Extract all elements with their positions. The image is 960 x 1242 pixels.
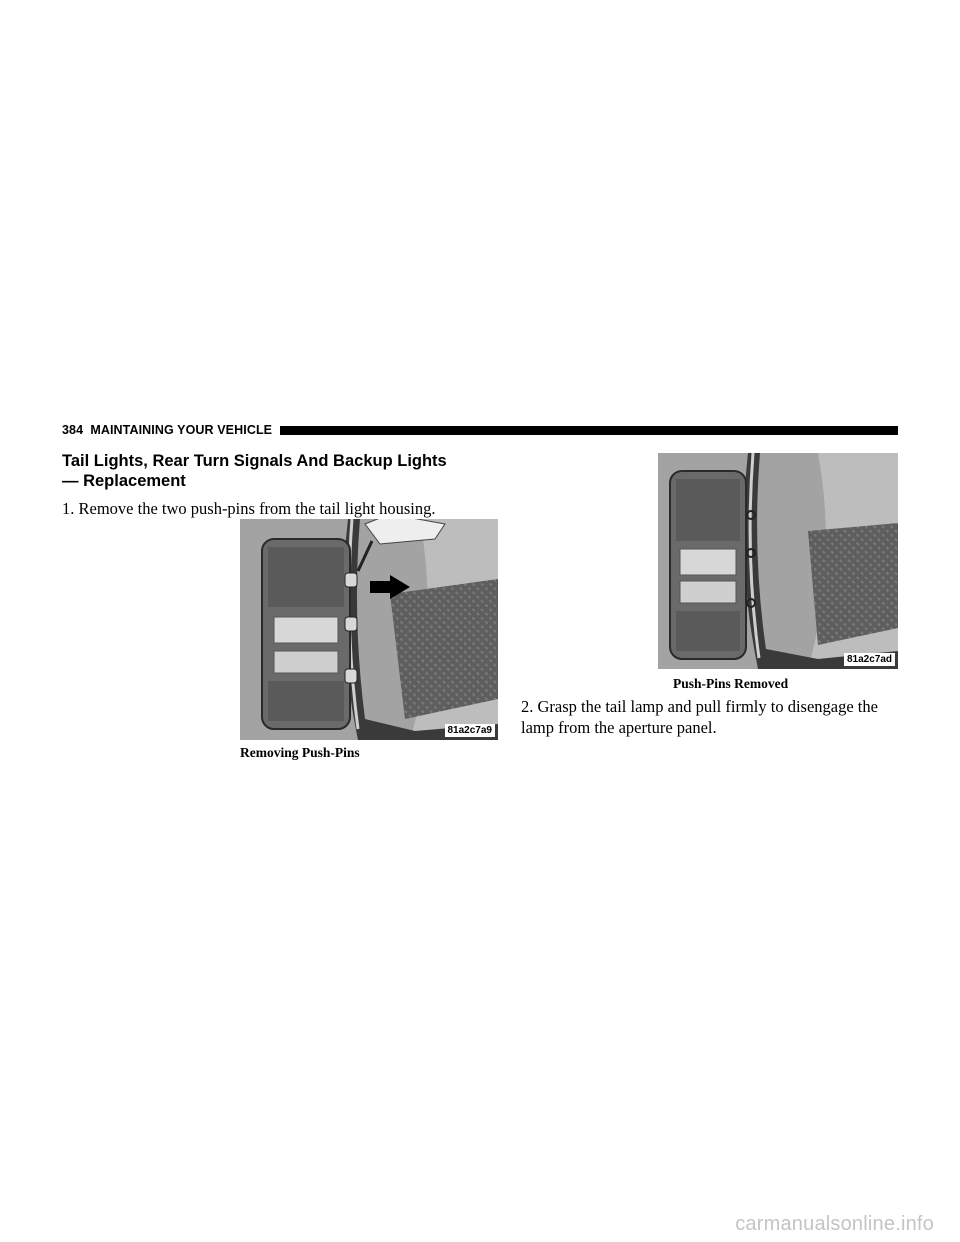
tail-light-illustration-1 xyxy=(240,519,498,740)
figure-code-1: 81a2c7a9 xyxy=(445,724,496,737)
step-2-text: 2. Grasp the tail lamp and pull firmly to disengage the lamp from the aperture panel. xyxy=(521,697,878,737)
section-title xyxy=(62,451,502,491)
watermark: carmanualsonline.info xyxy=(735,1213,934,1235)
step-1-text: 1. Remove the two push-pins from the tail light housing. xyxy=(62,499,436,518)
tail-light-illustration-2 xyxy=(658,453,898,669)
figure-caption-2: Push-Pins Removed xyxy=(673,676,789,691)
figure-code-2: 81a2c7ad xyxy=(844,653,895,666)
figure-push-pins-removed xyxy=(658,453,898,669)
header-rule xyxy=(280,426,898,435)
section-name: MAINTAINING YOUR VEHICLE xyxy=(90,423,273,437)
section-title-line-1: Tail Lights, Rear Turn Signals And Backup Lights xyxy=(62,452,447,470)
page-number: 384 xyxy=(62,423,84,437)
figure-caption-1: Removing Push-Pins xyxy=(240,745,360,760)
section-title-line-2: — Replacement xyxy=(62,472,186,490)
page-header xyxy=(62,422,898,438)
page-header-text xyxy=(62,423,280,437)
figure-removing-push-pins xyxy=(240,519,498,740)
